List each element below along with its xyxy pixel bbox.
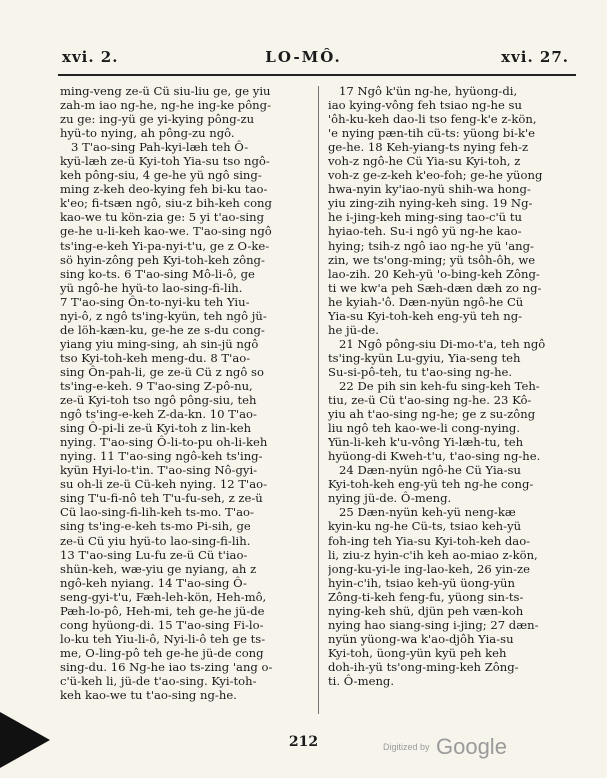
watermark-small-text: Digitized by	[383, 742, 430, 752]
running-header-left: xvi. 2.	[62, 48, 119, 66]
text-column-left: ming-veng ze-ü Cü siu-liu ge, ge yiu zah-m iao ng-he, ng-he ing-ke pông- zu ge: ing-yü ge yi-kying pông-zu hyü-to nying, ah pông-zu ngô. 3 T'ao-sing Pah-kyi-læh teh Ô- kyü-læh ze-ü Kyi-toh Yia-su tso ngô- keh pông-siu, 4 ge-he yü ngô sing- ming z-keh deo-kying feh bi-ku tao- k'eo; fi-tsæn ngô, siu-z bih-keh cong kao-we tu kön-zia ge: 5 yi t'ao-sing ge-he u-li-keh kao-we. T'ao-sing ngô ts'ing-e-keh Yi-pa-nyi-t'u, ge z O-ke- sö hyin-zông peh Kyi-toh-keh zông- sing ko-ts. 6 T'ao-sing Mô-li-ô, ge yü ngô-he hyü-to lao-sing-fi-lih. 7 T'ao-sing Ôn-to-nyi-ku teh Yiu- nyi-ô, z ngô ts'ing-kyün, teh ngô jü- de löh-kæn-ku, ge-he ze s-du cong- yiang yiu ming-sing, ah sin-jü ngô tso Kyi-toh-keh meng-du. 8 T'ao- sing Ôn-pah-li, ge ze-ü Cü z ngô so ts'ing-e-keh. 9 T'ao-sing Z-pô-nu, ze-ü Kyi-toh tso ngô pông-siu, teh ngô ts'ing-e-keh Z-da-kn. 10 T'ao- sing Ô-pi-li ze-ü Kyi-toh z lin-keh nying. T'ao-sing Ô-li-to-pu oh-li-keh nying. 11 T'ao-sing ngô-keh ts'ing- kyün Hyi-lo-t'in. T'ao-sing Nô-gyi- su oh-li ze-ü Cü-keh nying. 12 T'ao- sing T'u-fi-nô teh T'u-fu-seh, z ze-ü Cü lao-sing-fi-lih-keh ts-mo. T'ao- sing ts'ing-e-keh ts-mo Pi-sih, ge ze-ü Cü yiu hyü-to lao-sing-fi-lih. 13 T'ao-sing Lu-fu ze-ü Cü t'iao- shün-keh, wæ-yiu ge nyiang, ah z ngô-keh nyiang. 14 T'ao-sing Ô- seng-gyi-t'u, Fæh-leh-kön, Heh-mô, Pæh-lo-pô, Heh-mi, teh ge-he jü-de cong hyüong-di. 15 T'ao-sing Fi-lo- lo-ku teh Yiu-li-ô, Nyi-li-ô teh ge ts- me, O-ling-pô teh ge-he jü-de cong sing-du. 16 Ng-he iao ts-zing 'ang o- c'ü-keh li, jü-de t'ao-sing. Kyi-toh- keh kao-we tu t'ao-sing ng-he.	[60, 84, 273, 703]
running-header-title: LO-MÔ.	[265, 48, 342, 66]
header-rule	[58, 74, 576, 76]
watermark-logo-text: Google	[435, 734, 507, 759]
running-header-right: xvi. 27.	[501, 48, 569, 66]
digitized-watermark	[383, 734, 507, 760]
text-column-right: 17 Ngô k'ün ng-he, hyüong-di, iao kying-vông feh tsiao ng-he su 'ôh-ku-keh dao-li tso feng-k'e z-kön, 'e nying pæn-tih cü-ts: yüong bi-k'e ge-he. 18 Keh-yiang-ts nying feh-z voh-z ngô-he Cü Yia-su Kyi-toh, z voh-z ge-z-keh k'eo-foh; ge-he yüong hwa-nyin ky'iao-nyü shih-wa hong- yiu zing-zih nying-keh sing. 19 Ng- he i-jing-keh ming-sing tao-c'ü tu hyiao-teh. Su-i ngô yü ng-he kao- hying; tsih-z ngô iao ng-he yü 'ang- zin, we ts'ong-ming; yü tsôh-ôh, we lao-zih. 20 Keh-yü 'o-bing-keh Zông- ti we kw'a peh Sæh-dæn dæh zo ng- he kyiah-'ô. Dæn-nyün ngô-he Cü Yia-su Kyi-toh-keh eng-yü teh ng- he jü-de. 21 Ngô pông-siu Di-mo-t'a, teh ngô ts'ing-kyün Lu-gyiu, Yia-seng teh Su-si-pô-teh, tu t'ao-sing ng-he. 22 De pih sin keh-fu sing-keh Teh- tiu, ze-ü Cü t'ao-sing ng-he. 23 Kô- yiu ah t'ao-sing ng-he; ge z su-zông liu ngô teh kao-we-li cong-nying. Yün-li-keh k'u-vông Yi-læh-tu, teh hyüong-di Kweh-t'u, t'ao-sing ng-he. 24 Dæn-nyün ngô-he Cü Yia-su Kyi-toh-keh eng-yü teh ng-he cong- nying jü-de. Ô-meng. 25 Dæn-nyün keh-yü neng-kæ kyin-ku ng-he Cü-ts, tsiao keh-yü foh-ing teh Yia-su Kyi-toh-keh dao- li, ziu-z hyin-c'ih keh ao-miao z-kön, jong-ku-yi-le ing-lao-keh, 26 yin-ze hyin-c'ih, tsiao keh-yü üong-yün Zông-ti-keh feng-fu, yüong sin-ts- nying-keh shü, djün peh væn-koh nying hao siang-sing i-jing; 27 dæn- nyün yüong-wa k'ao-djôh Yia-su Kyi-toh, üong-yün kyü peh keh doh-ih-yü ts'ong-ming-keh Zông- ti. Ô-meng.	[328, 84, 546, 688]
page-number: 212	[288, 734, 319, 750]
column-divider	[318, 86, 319, 714]
